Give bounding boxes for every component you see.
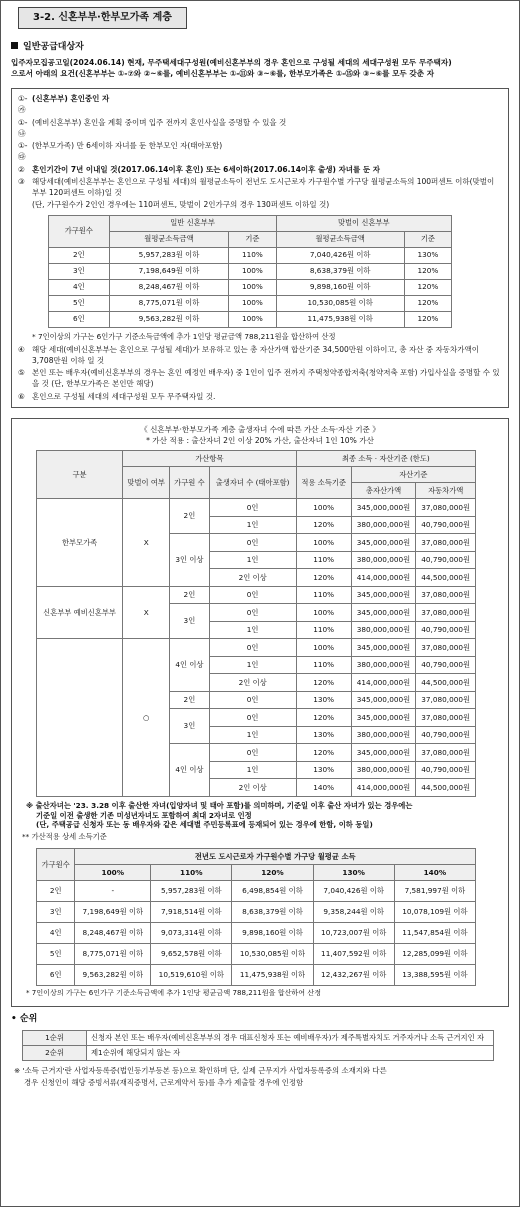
- col-asset: 자산기준: [351, 467, 475, 483]
- pct-header: 100%: [75, 865, 151, 881]
- criteria-table: [36, 450, 476, 797]
- table-cell: 11,547,854원 이하: [394, 923, 475, 944]
- order-title: 순위: [19, 1013, 38, 1024]
- table-cell: 380,000,000원: [351, 726, 416, 744]
- req-mark: ⑥: [18, 391, 25, 401]
- table-cell: 37,080,000원: [416, 604, 476, 622]
- table-cell: 380,000,000원: [351, 516, 416, 534]
- table-cell: 414,000,000원: [351, 674, 416, 692]
- order-row: [23, 1030, 494, 1045]
- table-cell: 100%: [229, 295, 276, 311]
- table-cell: 130%: [296, 726, 351, 744]
- col-gubun: 구분: [37, 451, 123, 499]
- table-cell: 0인: [209, 709, 296, 727]
- table-cell: 0인: [209, 604, 296, 622]
- pct-header: 110%: [151, 865, 232, 881]
- col-dual: 맞벌이 신혼부부: [276, 215, 451, 231]
- birth-note-line: 기준일 이전 출생한 기존 미성년자녀도 포함하여 최대 2자녀로 인정: [36, 810, 252, 820]
- income-table: [48, 215, 452, 328]
- table-cell: 37,080,000원: [416, 639, 476, 657]
- table-cell: 120%: [404, 279, 451, 295]
- table-row: [37, 944, 476, 965]
- req-text: 해당 세대(예비신혼부부는 혼인으로 구성될 세대)가 보유하고 있는 총 자산가액 합산기준 34,500만원 이하이고, 총 자산 중 자동차가액이 3,708만원 이하 일 것: [32, 344, 479, 365]
- table-cell: 10,078,109원 이하: [394, 902, 475, 923]
- detail-table-body: [37, 881, 476, 986]
- members-cell: 2인: [170, 691, 209, 709]
- col-members: 가구원수: [37, 849, 75, 881]
- table-cell: 12,285,099원 이하: [394, 944, 475, 965]
- req-mark: ④: [18, 344, 25, 354]
- table-cell: 8,638,379원 이하: [232, 902, 313, 923]
- pct-row: [37, 865, 476, 881]
- table-cell: 120%: [296, 569, 351, 587]
- table-cell: 380,000,000원: [351, 761, 416, 779]
- table-cell: 4인: [37, 923, 75, 944]
- members-cell: 4인 이상: [170, 744, 209, 797]
- table-cell: 1인: [209, 761, 296, 779]
- table-cell: 3인: [37, 902, 75, 923]
- sub-header: 월평균소득금액: [276, 231, 404, 247]
- footer-line: ※ '소득 근거지'란 사업자등록증(법인등기부등본 등)으로 확인하며 단, 실제 근무지가 사업자등록증의 소재지와 다른: [14, 1065, 387, 1075]
- table-cell: 9,898,160원 이하: [276, 279, 404, 295]
- req-text: 본인 또는 배우자(예비신혼부부의 경우는 혼인 예정인 배우자) 중 1인이 입주 전까지 주택청약종합저축(청약저축 포함) 가입사실을 증명할 수 있을 것 (단, 한부모가족은 본인만 해당): [32, 368, 500, 389]
- req-item: [18, 93, 502, 116]
- income-table-body: [49, 247, 452, 327]
- table-cell: 0인: [209, 744, 296, 762]
- table-row: [37, 923, 476, 944]
- req-item: [18, 391, 502, 402]
- order-rank: 2순위: [23, 1045, 87, 1060]
- req-mark: [18, 199, 32, 210]
- req-mark: ①-㉯: [18, 117, 28, 138]
- dual-cell: ○: [123, 639, 170, 797]
- birth-note-line: ※ 출산자녀는 '23. 3.28 이후 출산한 자녀(입양자녀 및 태아 포함)를 의미하며, 기준일 이후 출산 자녀가 있는 경우에는: [26, 800, 413, 810]
- req-item: [18, 164, 502, 175]
- table-row: [37, 965, 476, 986]
- table-row: [37, 639, 476, 657]
- members-cell: 2인: [170, 586, 209, 604]
- table-cell: 9,898,160원 이하: [232, 923, 313, 944]
- col-total-asset: 총자산가액: [351, 483, 416, 499]
- table-cell: 345,000,000원: [351, 586, 416, 604]
- table-cell: 0인: [209, 499, 296, 517]
- intro-line-1: 입주자모집공고일(2024.06.14) 현재, 무주택세대구성원(예비신혼부부의 경우 혼인으로 구성될 세대의 세대구성원 모두 무주택자): [11, 57, 452, 67]
- table-cell: 44,500,000원: [416, 674, 476, 692]
- members-cell: 4인 이상: [170, 639, 209, 692]
- col-group-final: 최종 소득 · 자산기준 (한도): [296, 451, 475, 467]
- col-income: 적용 소득기준: [296, 467, 351, 499]
- table-cell: 345,000,000원: [351, 604, 416, 622]
- order-text: 제1순위에 해당되지 않는 자: [87, 1045, 494, 1060]
- table-cell: 44,500,000원: [416, 779, 476, 797]
- pct-header: 140%: [394, 865, 475, 881]
- table-cell: 37,080,000원: [416, 534, 476, 552]
- criteria-subtitle: * 가산 적용 : 출산자녀 2인 이상 20% 가산, 출산자녀 1인 10% 가산: [146, 436, 374, 446]
- table-cell: 120%: [404, 311, 451, 327]
- table-cell: 7,198,649원 이하: [109, 263, 229, 279]
- table-cell: 2인 이상: [209, 674, 296, 692]
- table-cell: 6인: [37, 965, 75, 986]
- table-cell: 345,000,000원: [351, 744, 416, 762]
- table-cell: 345,000,000원: [351, 499, 416, 517]
- table-cell: 0인: [209, 691, 296, 709]
- req-item: [18, 344, 502, 367]
- col-general: 일반 신혼부부: [109, 215, 276, 231]
- table-cell: 100%: [296, 534, 351, 552]
- table-cell: 8,775,071원 이하: [75, 944, 151, 965]
- req-mark: ①-㉰: [18, 141, 28, 162]
- table-row: [37, 586, 476, 604]
- req-text: (예비신혼부부) 혼인을 계획 중이며 입주 전까지 혼인사실을 증명할 수 있을 것: [32, 117, 287, 127]
- req-mark: ①-㉮: [18, 94, 28, 115]
- intro-line-2: 으로서 아래의 요건(신혼부부는 ①-⑦와 ②~⑥를, 예비신혼부부는 ①-⑪와 ③~⑥를, 한부모가족은 ①-⑮와 ③~⑥를 모두 갖춘 자: [11, 69, 435, 79]
- table-cell: 110%: [296, 586, 351, 604]
- table-row: [49, 311, 452, 327]
- req-mark: ②: [18, 164, 25, 174]
- table-cell: 130%: [296, 761, 351, 779]
- detail-note: * 7인이상의 가구는 6인가구 기준소득금액에 추가 1인당 평균금액 788,211원을 합산하여 산정: [26, 988, 322, 998]
- order-heading: [11, 1013, 512, 1025]
- table-cell: 1인: [209, 551, 296, 569]
- section-title: 3-2. 신혼부부·한부모가족 계층: [18, 7, 187, 29]
- table-cell: 110%: [296, 551, 351, 569]
- table-cell: 13,388,595원 이하: [394, 965, 475, 986]
- table-row: [49, 279, 452, 295]
- table-cell: 2인 이상: [209, 569, 296, 587]
- intro-paragraph: [11, 57, 512, 81]
- req-mark: ③: [18, 176, 25, 186]
- table-cell: 4인: [49, 279, 110, 295]
- table-cell: 37,080,000원: [416, 744, 476, 762]
- footer-line: 경우 신청인이 해당 증빙서류(재직증명서, 근로계약서 등)를 추가 제출할 경우에 인정함: [24, 1077, 304, 1087]
- table-row: [37, 881, 476, 902]
- table-cell: 10,519,610원 이하: [151, 965, 232, 986]
- sub-header: 기준: [229, 231, 276, 247]
- col-children: 출생자녀 수 (태아포함): [209, 467, 296, 499]
- table-cell: 1인: [209, 621, 296, 639]
- table-cell: 1인: [209, 516, 296, 534]
- req-text: 혼인기간이 7년 이내일 것(2017.06.14이후 혼인) 또는 6세이하(2017.06.14이후 출생) 자녀를 둔 자: [32, 164, 381, 174]
- table-cell: 40,790,000원: [416, 761, 476, 779]
- req-text: (한부모가족) 만 6세이하 자녀를 둔 한부모인 자(태아포함): [32, 141, 223, 151]
- table-cell: 11,407,592원 이하: [313, 944, 394, 965]
- req-mark: ⑤: [18, 368, 25, 378]
- table-cell: 8,248,467원 이하: [75, 923, 151, 944]
- table-cell: 100%: [296, 639, 351, 657]
- heading-general-supply: [11, 41, 512, 53]
- criteria-table-body: [37, 499, 476, 797]
- col-title: 전년도 도시근로자 가구원수별 가구당 월평균 소득: [75, 849, 476, 865]
- table-row: [37, 902, 476, 923]
- table-cell: 1인: [209, 726, 296, 744]
- table-cell: 380,000,000원: [351, 551, 416, 569]
- table-cell: 130%: [404, 247, 451, 263]
- table-cell: 40,790,000원: [416, 551, 476, 569]
- table-cell: 5인: [49, 295, 110, 311]
- table-cell: 100%: [296, 604, 351, 622]
- table-cell: 120%: [296, 744, 351, 762]
- detail-title: ** 가산적용 상세 소득기준: [22, 832, 107, 842]
- table-cell: 9,073,314원 이하: [151, 923, 232, 944]
- table-row: [49, 295, 452, 311]
- requirements-box: [11, 88, 509, 408]
- table-cell: 380,000,000원: [351, 621, 416, 639]
- table-cell: 345,000,000원: [351, 691, 416, 709]
- table-cell: 380,000,000원: [351, 656, 416, 674]
- table-cell: 10,723,007원 이하: [313, 923, 394, 944]
- group-cell: [37, 639, 123, 797]
- table-cell: 120%: [296, 516, 351, 534]
- table-cell: 37,080,000원: [416, 499, 476, 517]
- table-cell: 5,957,283원 이하: [109, 247, 229, 263]
- birth-note: [26, 801, 502, 831]
- table-cell: 2인: [49, 247, 110, 263]
- table-cell: 6인: [49, 311, 110, 327]
- table-cell: 9,563,282원 이하: [75, 965, 151, 986]
- table-cell: 120%: [404, 295, 451, 311]
- table-cell: 5인: [37, 944, 75, 965]
- footer-note: [14, 1065, 512, 1089]
- order-table: [22, 1030, 494, 1061]
- table-cell: 414,000,000원: [351, 569, 416, 587]
- sub-header: 월평균소득금액: [109, 231, 229, 247]
- table-cell: 130%: [296, 691, 351, 709]
- group-cell: 한부모가족: [37, 499, 123, 587]
- table-cell: 345,000,000원: [351, 534, 416, 552]
- table-cell: 0인: [209, 534, 296, 552]
- order-rank: 1순위: [23, 1030, 87, 1045]
- pct-header: 130%: [313, 865, 394, 881]
- square-bullet-icon: [11, 42, 18, 49]
- req-item: [18, 199, 502, 210]
- table-cell: 7,918,514원 이하: [151, 902, 232, 923]
- table-cell: 37,080,000원: [416, 709, 476, 727]
- table-cell: 345,000,000원: [351, 709, 416, 727]
- order-text: 신청자 본인 또는 배우자(예비신혼부부의 경우 대표신청자 또는 예비배우자)가 제주특별자치도 거주자거나 소득 근거지인 자: [87, 1030, 494, 1045]
- table-cell: 10,530,085원 이하: [276, 295, 404, 311]
- table-cell: 0인: [209, 586, 296, 604]
- table-cell: -: [75, 881, 151, 902]
- table-row: [49, 247, 452, 263]
- col-members: 가구원수: [49, 215, 110, 247]
- req-item: [18, 176, 502, 199]
- criteria-box: [11, 418, 509, 1007]
- table-cell: 2인: [37, 881, 75, 902]
- col-group-add: 가산항목: [123, 451, 297, 467]
- table-cell: 100%: [229, 263, 276, 279]
- birth-note-line: (단, 주택공급 신청자 또는 동 배우자와 같은 세대별 주민등록표에 등재되어 있는 경우에 한함, 이하 동일): [36, 820, 373, 830]
- req-text: (단, 가구원수가 2인인 경우에는 110퍼센트, 맞벌이 2인가구의 경우 130퍼센트 이하일 것): [32, 200, 330, 210]
- req-item: [18, 117, 502, 140]
- table-cell: 3인: [49, 263, 110, 279]
- table-cell: 8,638,379원 이하: [276, 263, 404, 279]
- table-cell: 110%: [296, 656, 351, 674]
- table-cell: 10,530,085원 이하: [232, 944, 313, 965]
- table-cell: 100%: [229, 279, 276, 295]
- table-cell: 11,475,938원 이하: [276, 311, 404, 327]
- order-row: [23, 1045, 494, 1060]
- detail-income-table: [36, 848, 476, 986]
- col-members: 가구원 수: [170, 467, 209, 499]
- table-cell: 40,790,000원: [416, 656, 476, 674]
- table-cell: 110%: [296, 621, 351, 639]
- criteria-title: 《 신혼부부·한부모가족 계층 출생자녀 수에 따른 가산 소득·자산 기준 》: [140, 424, 380, 434]
- table-cell: 7,581,997원 이하: [394, 881, 475, 902]
- table-cell: 140%: [296, 779, 351, 797]
- table-cell: 9,358,244원 이하: [313, 902, 394, 923]
- table-cell: 120%: [296, 674, 351, 692]
- table-cell: 345,000,000원: [351, 639, 416, 657]
- table-cell: 100%: [296, 499, 351, 517]
- table-cell: 8,248,467원 이하: [109, 279, 229, 295]
- heading-text: 일반공급대상자: [23, 41, 84, 52]
- req-text: (신혼부부) 혼인중인 자: [32, 94, 110, 104]
- table-cell: 8,775,071원 이하: [109, 295, 229, 311]
- members-cell: 3인: [170, 709, 209, 744]
- table-cell: 120%: [296, 709, 351, 727]
- bullet: •: [11, 1013, 20, 1024]
- table-cell: 7,040,426원 이하: [276, 247, 404, 263]
- table-row: [49, 263, 452, 279]
- table-cell: 9,652,578원 이하: [151, 944, 232, 965]
- table-cell: 7,198,649원 이하: [75, 902, 151, 923]
- table-cell: 37,080,000원: [416, 691, 476, 709]
- table-cell: 40,790,000원: [416, 516, 476, 534]
- table-cell: 11,475,938원 이하: [232, 965, 313, 986]
- table-cell: 7,040,426원 이하: [313, 881, 394, 902]
- table-cell: 100%: [229, 311, 276, 327]
- table-cell: 6,498,854원 이하: [232, 881, 313, 902]
- req-item: [18, 140, 502, 163]
- table-cell: 120%: [404, 263, 451, 279]
- table-cell: 44,500,000원: [416, 569, 476, 587]
- table-cell: 40,790,000원: [416, 726, 476, 744]
- table-cell: 414,000,000원: [351, 779, 416, 797]
- dual-cell: X: [123, 586, 170, 639]
- members-cell: 3인 이상: [170, 534, 209, 587]
- table-cell: 9,563,282원 이하: [109, 311, 229, 327]
- table-cell: 1인: [209, 656, 296, 674]
- table-cell: 37,080,000원: [416, 586, 476, 604]
- dual-cell: X: [123, 499, 170, 587]
- col-dual: 맞벌이 여부: [123, 467, 170, 499]
- req-item: [18, 367, 502, 390]
- table-cell: 110%: [229, 247, 276, 263]
- pct-header: 120%: [232, 865, 313, 881]
- table-cell: 12,432,267원 이하: [313, 965, 394, 986]
- table-cell: 0인: [209, 639, 296, 657]
- table-cell: 40,790,000원: [416, 621, 476, 639]
- members-cell: 2인: [170, 499, 209, 534]
- group-cell: 신혼부부 예비신혼부부: [37, 586, 123, 639]
- table-cell: 2인 이상: [209, 779, 296, 797]
- req-text: 혼인으로 구성될 세대의 세대구성원 모두 무주택자일 것.: [32, 391, 216, 401]
- table-cell: 5,957,283원 이하: [151, 881, 232, 902]
- col-car-value: 자동차가액: [416, 483, 476, 499]
- income-note: * 7인이상의 가구는 6인가구 기준소득금액에 추가 1인당 평균금액 788,211원을 합산하여 산정: [32, 331, 336, 341]
- members-cell: 3인: [170, 604, 209, 639]
- sub-header: 기준: [404, 231, 451, 247]
- table-row: [37, 499, 476, 517]
- req-text: 해당세대(예비신혼부부는 혼인으로 구성될 세대)의 월평균소득이 전년도 도시근로자 가구원수별 가구당 월평균소득의 100퍼센트 이하(맞벌이 부부 120퍼센트 이하)일 것: [32, 176, 495, 198]
